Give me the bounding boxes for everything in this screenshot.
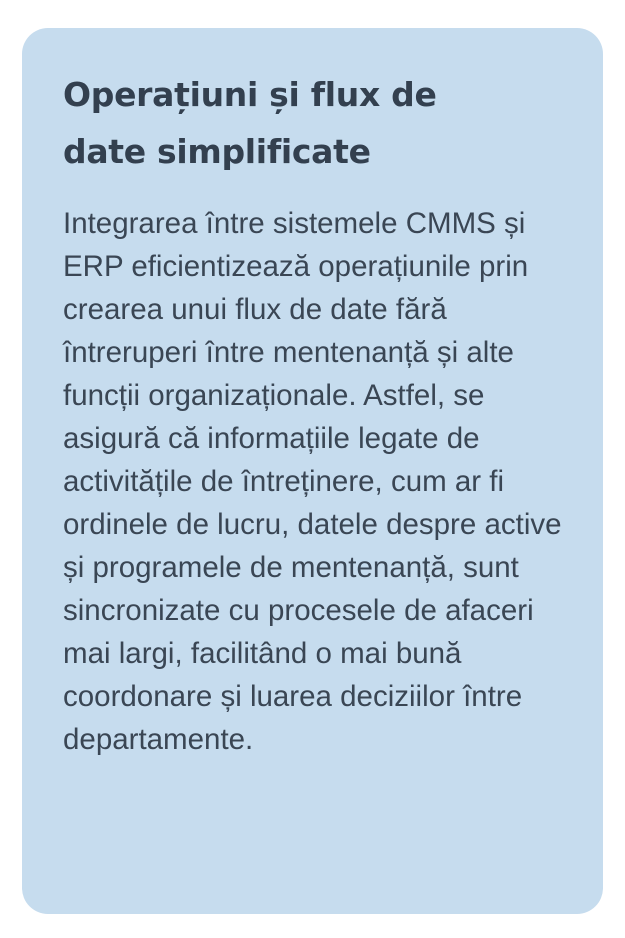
card-body-text: Integrarea între sistemele CMMS și ERP eficientizează operațiunile prin crearea unui flux de date fără întreruperi între mentenanță și alte funcții organizaționale. Astfel, se asigură că informațiile legate de activitățile de întreținere, cum ar fi ordinele de lucru, datele despre active și programele de mentenanță, sunt sincronizate cu procesele de afaceri mai largi, facilitând o mai bună coordonare și luarea deciziilor între departamente. [63, 207, 562, 756]
info-card [22, 28, 603, 914]
card-title: Operațiuni și flux de date simplificate [63, 75, 437, 171]
